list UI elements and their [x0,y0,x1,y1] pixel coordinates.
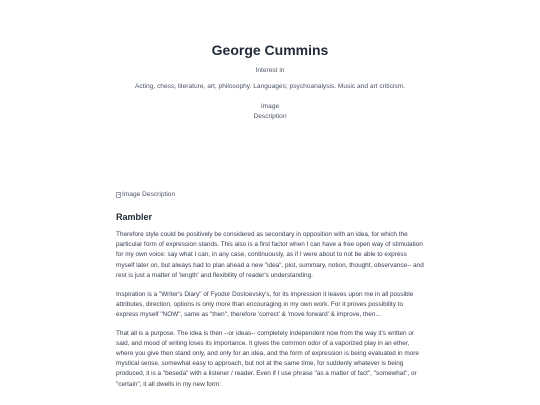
article-body [116,230,426,398]
article-paragraph: Therefore style could be positively be considered as secondary in opposition with an idea, for which the particular form of expression stands. This also is a first factor when I can have a free open way of stimulation for my own voice: say what I can, in any case, continuously, as if I were about to not be able to express myself later on, but always had to plan ahead a new "idea", plot, summary, notion, thought, observance-- and rest is just a matter of 'length' and flexibility of reader's understanding. [116,231,424,279]
image-alt-line-1: Image [260,103,280,110]
article-image-placeholder [116,190,175,199]
article-paragraph: That all is a purpose. The idea is then --or ideas-- completely independent now from the way it's written or said, and mood of writing loses its importance. It gives the common odor of a vaporized play in an ether, where you give then stand only, and only for an idea, and the form of expression is being evaluated in more mystical sense, somewhat easy to approach, but not at the same time, for suddenly whatever is being produced, it is a "beseda" with a listener / reader. Even if I use phrase "as a matter of fact", "somewhat", or "certain", it all dwells in my new form: [116,329,419,388]
interests-text: Acting, chess, literature, art, philosophy. Languages; psychoanalysis. Music and art criticism. [135,83,405,90]
interest-label: Interest in [255,67,285,74]
article-image-alt: Image Description [122,191,176,198]
section-title: Rambler [116,212,153,222]
profile-name: George Cummins [211,42,329,58]
article-paragraph: Inspiration is a "Writer's Diary" of Fyodor Dostoevsky's, for its impression it leaves upon me in all possible attributes, direction, options is only more than encouraging in my own work. For it proves possibility to express myself "NOW", same as "then", therefore 'correct' & 'move forward' & improve, then... [116,290,414,318]
image-alt-line-2: Description [253,113,287,120]
profile-image-placeholder [0,102,540,122]
broken-image-icon [116,192,121,198]
